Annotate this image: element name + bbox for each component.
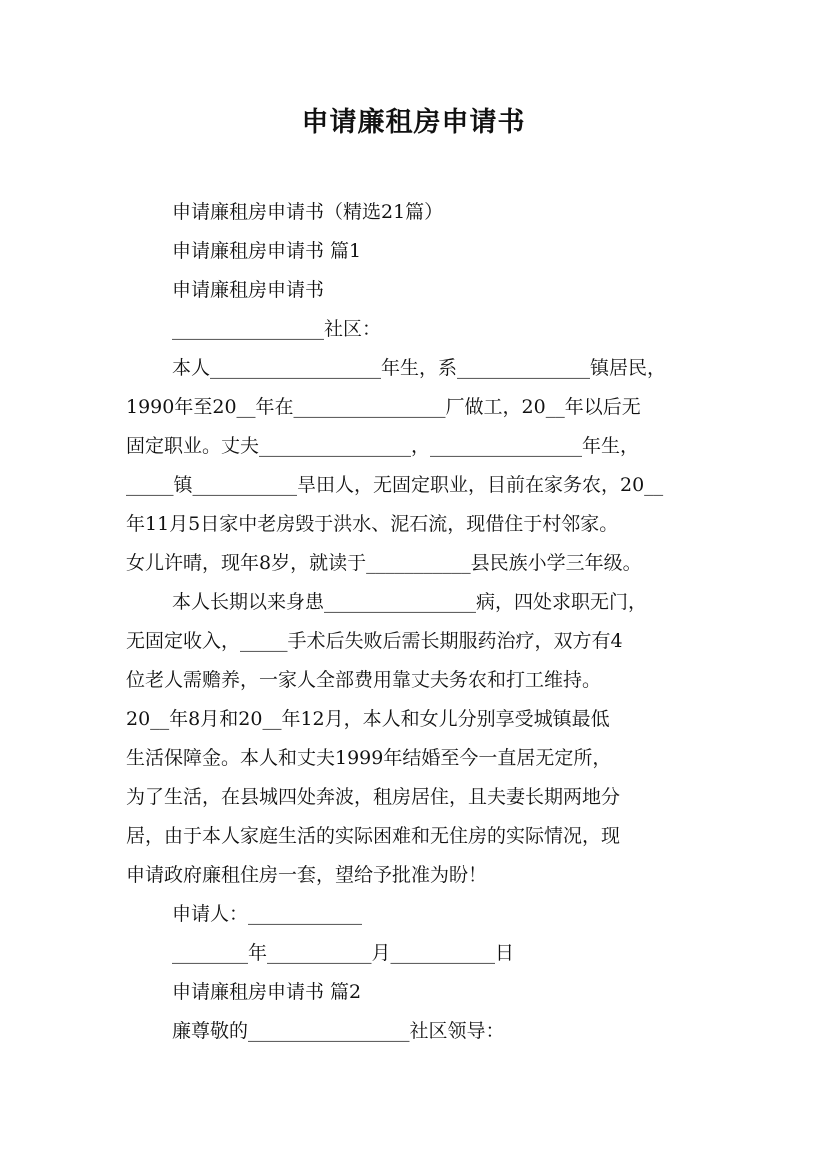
paragraph-line: _____镇___________旱田人，无固定职业，目前在家务农，20__ [126, 474, 664, 496]
paragraph-line: 为了生活，在县城四处奔波，租房居住，且夫妻长期两地分 [126, 786, 621, 808]
paragraph-line: 申请政府廉租住房一套，望给予批准为盼！ [126, 864, 488, 886]
paragraph-line: 20__年8月和20__年12月，本人和女儿分别享受城镇最低 [126, 708, 610, 730]
paragraph-line: 无固定收入，_____手术后失败后需长期服药治疗，双方有4 [126, 630, 623, 652]
document-body [126, 193, 716, 1051]
document-title: 申请廉租房申请书 [301, 107, 526, 138]
paragraph-line: 居，由于本人家庭生活的实际困难和无住房的实际情况，现 [126, 825, 621, 847]
subtitle-line: 申请廉租房申请书（精选21篇） [172, 201, 444, 223]
letter-heading: 申请廉租房申请书 [172, 279, 325, 301]
paragraph-line: 生活保障金。本人和丈夫1999年结婚至今一直居无定所， [126, 747, 612, 769]
paragraph-line: 年11月5日家中老房毁于洪水、泥石流，现借住于村邻家。 [126, 513, 619, 535]
section-heading-1: 申请廉租房申请书 篇1 [172, 240, 362, 262]
salutation-line: 廉尊敬的_________________社区领导： [172, 1020, 505, 1042]
section-heading-2: 申请廉租房申请书 篇2 [172, 981, 362, 1003]
paragraph-line: 本人__________________年生，系______________镇居民， [172, 357, 667, 379]
paragraph-line: 女儿许晴，现年8岁，就读于___________县民族小学三年级。 [126, 552, 642, 574]
applicant-signature-line: 申请人：____________ [172, 903, 363, 925]
paragraph-line: 1990年至20__年在________________厂做工，20__年以后无 [126, 396, 641, 418]
addressee-line: ________________社区： [172, 318, 382, 340]
paragraph-line: 本人长期以来身患________________病，四处求职无门， [172, 591, 648, 613]
paragraph-line: 固定职业。丈夫________________，________________年生， [126, 435, 640, 457]
paragraph-line: 位老人需赡养，一家人全部费用靠丈夫务农和打工维持。 [126, 669, 602, 691]
date-line: ________年___________月___________日 [172, 942, 515, 964]
